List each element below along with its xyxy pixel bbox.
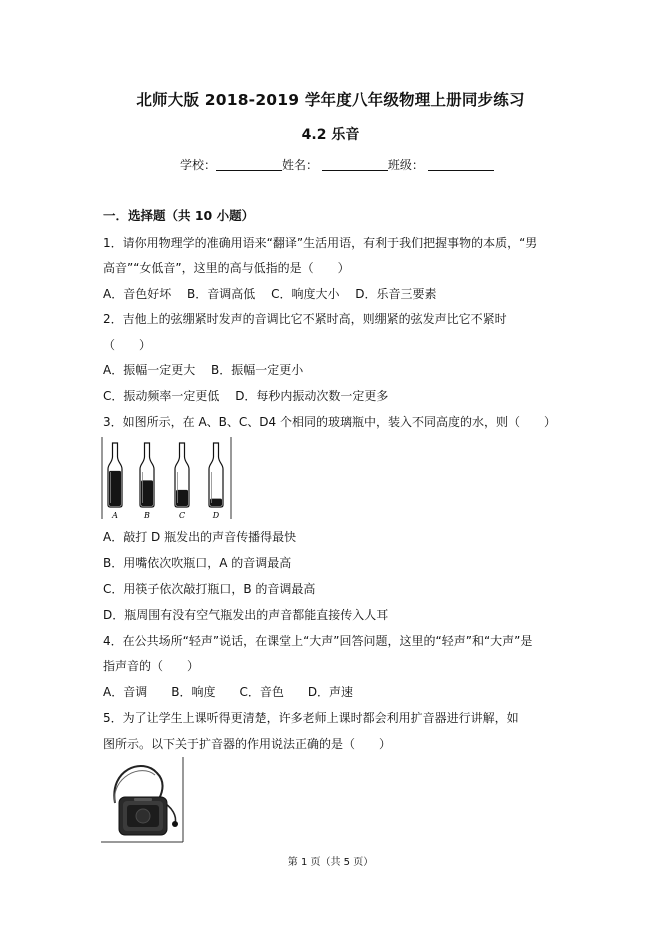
q5-stem-line2: 图所示。以下关于扩音器的作用说法正确的是（ ） — [103, 737, 392, 751]
q2-stem-line1: 2．吉他上的弦绷紧时发声的音调比它不紧时高，则绷紧的弦发声比它不紧时 — [103, 312, 507, 326]
q4-options: A．音调 B．响度 C．音色 D．声速 — [103, 685, 354, 699]
q1-stem-line2: 高音”“女低音”，这里的高与低指的是（ ） — [103, 261, 350, 275]
document-subtitle: 4.2 乐音 — [301, 127, 360, 143]
name-label: 姓名： — [282, 158, 319, 172]
q3-option-c: C．用筷子依次敲打瓶口，B 的音调最高 — [103, 582, 316, 596]
q2-stem-line2: （ ） — [103, 338, 152, 352]
bottle-label-b: B — [144, 511, 150, 520]
school-blank — [216, 158, 282, 171]
bottle-label-d: D — [212, 511, 220, 520]
class-label: 班级： — [387, 158, 424, 172]
q1-stem-line1: 1．请你用物理学的准确用语来“翻译”生活用语，有利于我们把握事物的本质，“男 — [103, 236, 538, 250]
q2-options-cd: C．振动频率一定更低 D．每秒内振动次数一定更多 — [103, 389, 389, 403]
document-title: 北师大版 2018-2019 学年度八年级物理上册同步练习 — [136, 91, 525, 109]
q3-option-d: D．瓶周围有没有空气瓶发出的声音都能直接传入人耳 — [103, 608, 389, 622]
name-blank — [322, 158, 388, 171]
q3-option-b: B．用嘴依次吹瓶口，A 的音调最高 — [103, 556, 292, 570]
q4-stem-line1: 4．在公共场所“轻声”说话，在课堂上“大声”回答问题，这里的“轻声”和“大声”是 — [103, 634, 533, 648]
bottle-label-a: A — [112, 511, 118, 520]
q1-options: A．音色好坏 B．音调高低 C．响度大小 D．乐音三要素 — [103, 287, 437, 301]
q2-options-ab: A．振幅一定更大 B．振幅一定更小 — [103, 363, 304, 377]
bottle-label-c: C — [178, 511, 186, 520]
school-label: 学校： — [180, 158, 217, 172]
amplifier-figure — [101, 757, 185, 843]
student-info-fields — [180, 156, 494, 173]
section-heading: 一．选择题（共 10 小题） — [103, 208, 255, 223]
q4-stem-line2: 指声音的（ ） — [103, 659, 200, 673]
q5-stem-line1: 5．为了让学生上课听得更清楚，许多老师上课时都会利用扩音器进行讲解，如 — [103, 711, 519, 725]
bottles-figure — [101, 437, 233, 521]
class-blank — [428, 158, 494, 171]
q3-option-a: A．敲打 D 瓶发出的声音传播得最快 — [103, 530, 297, 544]
page-footer: 第 1 页（共 5 页） — [287, 857, 374, 868]
q3-stem: 3．如图所示，在 A、B、C、D4 个相同的玻璃瓶中，装入不同高度的水，则（ ） — [103, 415, 556, 429]
